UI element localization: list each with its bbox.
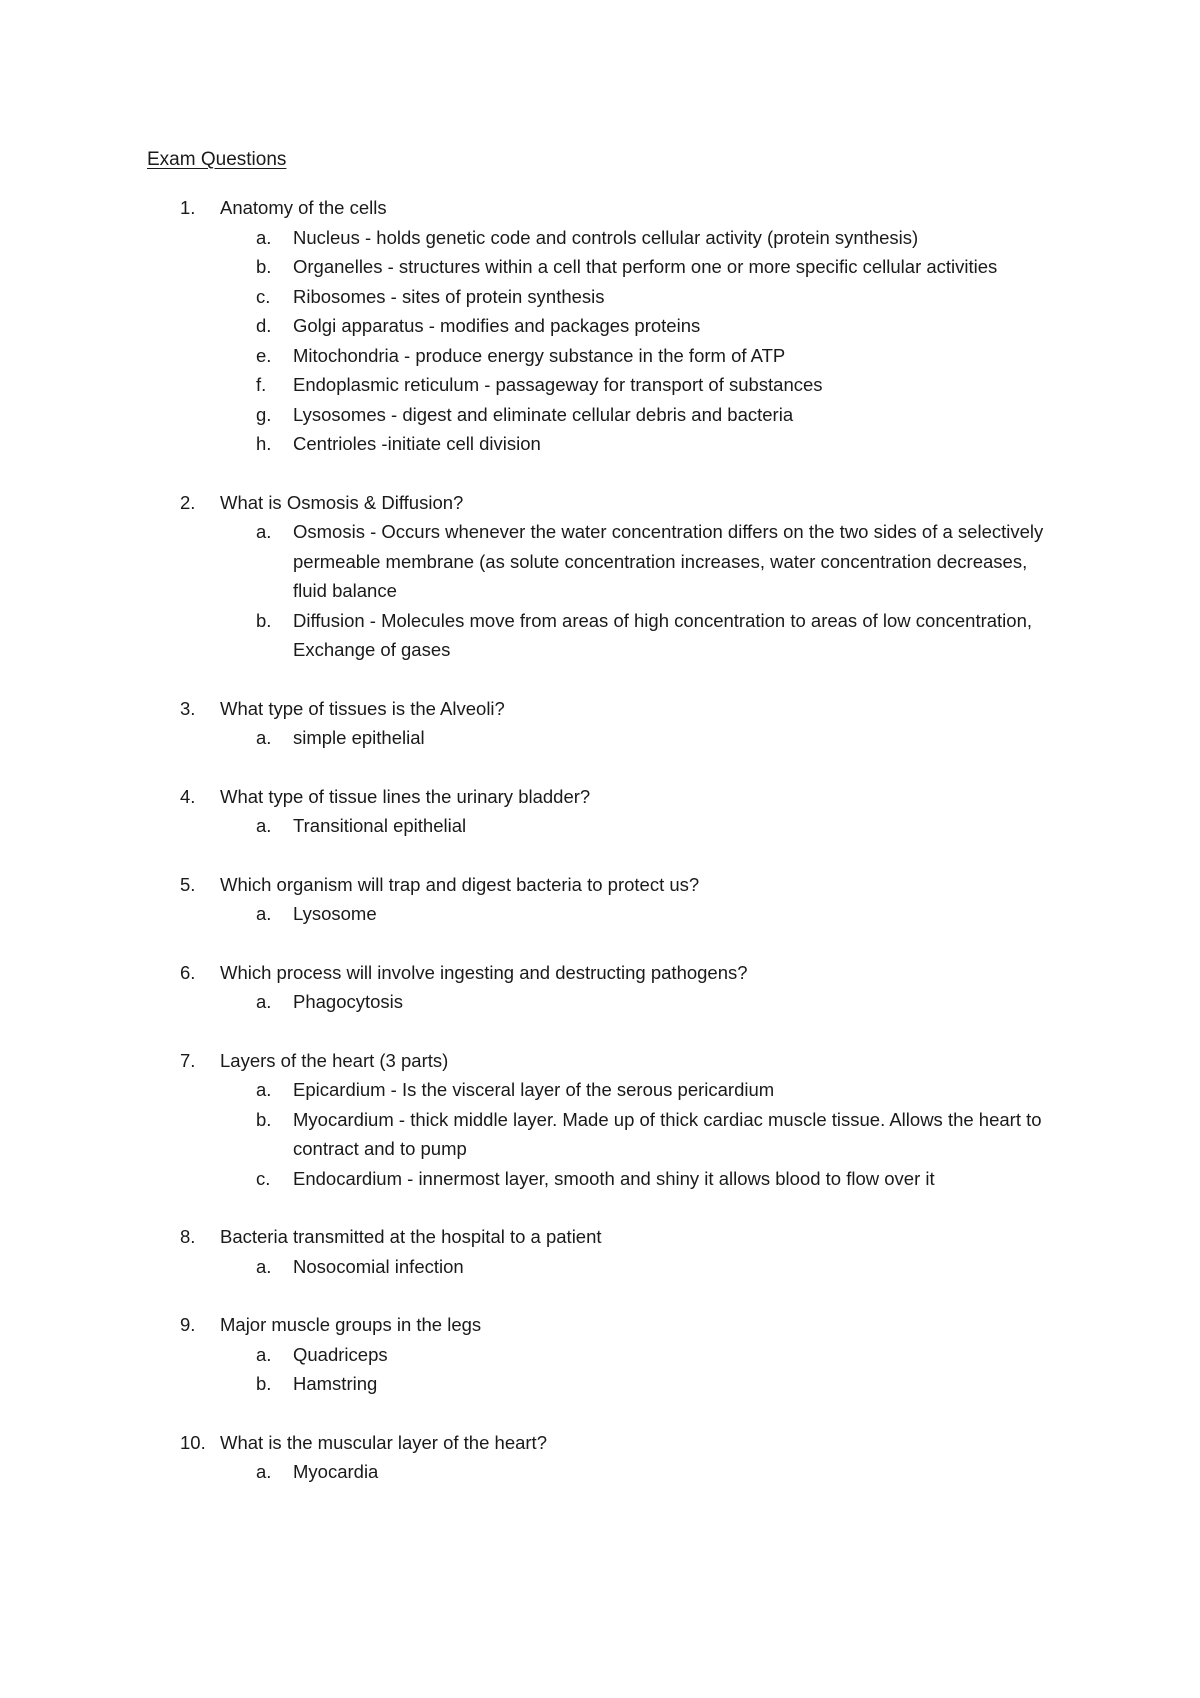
question-number: 1. [180, 197, 196, 218]
answer-letter: a. [256, 1079, 272, 1100]
question-text: Bacteria transmitted at the hospital to a patient [220, 1226, 602, 1247]
answer-letter: a. [256, 1461, 272, 1482]
answer-text: Lysosome [293, 903, 377, 924]
answer-text: Centrioles -initiate cell division [293, 433, 541, 454]
answer-text: Golgi apparatus - modifies and packages proteins [293, 315, 701, 336]
question-number: 2. [180, 491, 196, 513]
question-text: Which process will involve ingesting and destructing pathogens? [220, 961, 748, 983]
answer-item [0, 899, 1200, 929]
answer-list [0, 1457, 1200, 1487]
answer-letter: b. [256, 256, 272, 277]
question-number: 10. [180, 1431, 206, 1453]
answer-text: Transitional epithelial [293, 815, 467, 836]
question-text: What is Osmosis & Diffusion? [220, 491, 464, 513]
answer-item [0, 1105, 1200, 1164]
answer-letter: a. [256, 1343, 272, 1365]
answer-list [0, 1075, 1200, 1193]
question-item [0, 1222, 1200, 1281]
answer-item [0, 987, 1200, 1017]
answer-letter: e. [256, 344, 272, 366]
answer-item [0, 811, 1200, 841]
answer-text: Phagocytosis [293, 991, 404, 1012]
answer-item [0, 400, 1200, 430]
question-number: 8. [180, 1226, 196, 1247]
answer-list [0, 517, 1200, 665]
answer-letter: a. [256, 1255, 272, 1277]
answer-item [0, 223, 1200, 253]
question-item [0, 870, 1200, 929]
answer-letter: f. [256, 374, 267, 395]
answer-letter: b. [256, 1108, 272, 1130]
question-item [0, 782, 1200, 841]
answer-item [0, 723, 1200, 753]
answer-text: simple epithelial [293, 727, 425, 748]
question-text: What is the muscular layer of the heart? [220, 1431, 547, 1453]
question-item [0, 1428, 1200, 1487]
question-text: Major muscle groups in the legs [220, 1314, 482, 1335]
answer-item [0, 1457, 1200, 1487]
answer-text: Hamstring [293, 1373, 378, 1394]
answer-item [0, 1369, 1200, 1399]
question-number: 7. [180, 1049, 196, 1071]
answer-letter: a. [256, 815, 272, 836]
answer-letter: a. [256, 991, 272, 1012]
answer-item [0, 370, 1200, 400]
question-item [0, 1046, 1200, 1194]
answer-letter: h. [256, 433, 272, 454]
question-number: 9. [180, 1314, 196, 1335]
question-number: 4. [180, 785, 196, 807]
answer-list [0, 223, 1200, 459]
answer-text: Nucleus - holds genetic code and controls cellular activity (protein synthesis) [293, 226, 919, 248]
question-text: What type of tissue lines the urinary bladder? [220, 785, 591, 807]
answer-text: Endoplasmic reticulum - passageway for transport of substances [293, 374, 823, 395]
answer-text: Lysosomes - digest and eliminate cellular debris and bacteria [293, 403, 794, 425]
answer-item [0, 517, 1200, 606]
answer-text: Quadriceps [293, 1343, 388, 1365]
answer-text: Diffusion - Molecules move from areas of high concentration to areas of low concentration, Exchange of gases [293, 609, 1033, 660]
answer-item [0, 1252, 1200, 1282]
document-title: Exam Questions [147, 149, 287, 170]
answer-item [0, 341, 1200, 371]
question-item [0, 694, 1200, 753]
answer-text: Myocardium - thick middle layer. Made up of thick cardiac muscle tissue. Allows the heart to contract and to pump [293, 1108, 1042, 1159]
answer-letter: a. [256, 521, 272, 542]
answer-letter: c. [256, 1167, 271, 1189]
question-number: 5. [180, 873, 196, 895]
answer-letter: b. [256, 609, 272, 631]
answer-text: Endocardium - innermost layer, smooth and shiny it allows blood to flow over it [293, 1167, 935, 1189]
answer-list [0, 723, 1200, 753]
answer-list [0, 987, 1200, 1017]
question-text: Layers of the heart (3 parts) [220, 1049, 449, 1071]
answer-text: Organelles - structures within a cell that perform one or more specific cellular activities [293, 256, 998, 277]
answer-list [0, 811, 1200, 841]
answer-text: Osmosis - Occurs whenever the water concentration differs on the two sides of a selectively permeable membrane (as solute concentration increases, water concentration decreases, fluid balance [293, 521, 1044, 601]
answer-item [0, 606, 1200, 665]
answer-letter: a. [256, 727, 272, 748]
question-item [0, 488, 1200, 665]
answer-list [0, 899, 1200, 929]
answer-list [0, 1252, 1200, 1282]
question-text: What type of tissues is the Alveoli? [220, 697, 505, 719]
answer-text: Nosocomial infection [293, 1255, 464, 1277]
question-item [0, 1310, 1200, 1399]
answer-item [0, 1075, 1200, 1105]
answer-item [0, 1164, 1200, 1194]
answer-item [0, 1340, 1200, 1370]
answer-text: Epicardium - Is the visceral layer of the serous pericardium [293, 1079, 775, 1100]
answer-text: Ribosomes - sites of protein synthesis [293, 285, 605, 307]
answer-text: Mitochondria - produce energy substance in the form of ATP [293, 344, 786, 366]
question-number: 3. [180, 697, 196, 719]
answer-item [0, 282, 1200, 312]
answer-list [0, 1340, 1200, 1399]
question-text: Anatomy of the cells [220, 197, 387, 218]
answer-letter: d. [256, 315, 272, 336]
answer-text: Myocardia [293, 1461, 379, 1482]
question-number: 6. [180, 961, 196, 983]
question-list [0, 193, 1200, 1516]
answer-item [0, 311, 1200, 341]
answer-letter: a. [256, 903, 272, 924]
question-text: Which organism will trap and digest bacteria to protect us? [220, 873, 700, 895]
answer-letter: a. [256, 226, 272, 248]
answer-item [0, 429, 1200, 459]
answer-item [0, 252, 1200, 282]
answer-letter: g. [256, 403, 272, 425]
question-item [0, 958, 1200, 1017]
question-item [0, 193, 1200, 459]
answer-letter: c. [256, 285, 271, 307]
answer-letter: b. [256, 1373, 272, 1394]
